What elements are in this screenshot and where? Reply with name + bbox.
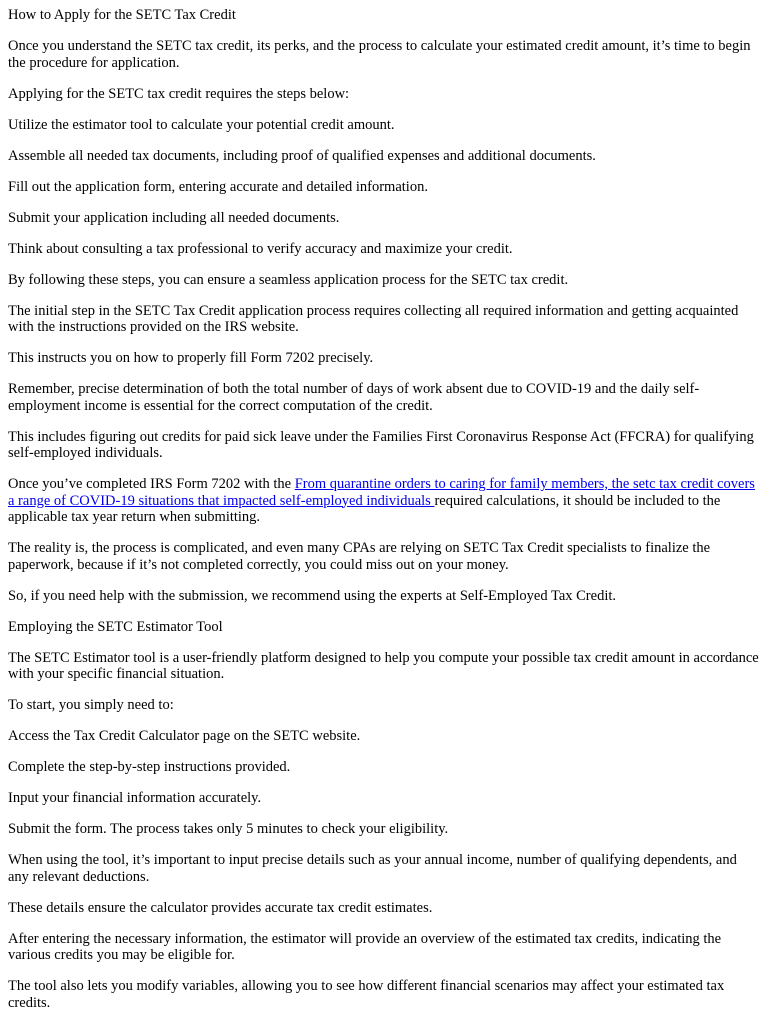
step-fill-form: Fill out the application form, entering accurate and detailed information. [8, 178, 428, 195]
step-input-financial-info: Input your financial information accurately. [8, 790, 262, 806]
step-estimator: Utilize the estimator tool to calculate your potential credit amount. [8, 116, 395, 133]
paragraph-modify-variables: The tool also lets you modify variables, allowing you to see how different financial scenarios may affect your estimated tax credits. [8, 978, 725, 1011]
paragraph-to-start: To start, you simply need to: [8, 697, 174, 713]
covid-situations-link[interactable]: From quarantine orders to caring for family members, the setc tax credit covers a range of COVID-19 situations that impacted self-employed individuals [8, 476, 755, 509]
heading-how-to-apply: How to Apply for the SETC Tax Credit [8, 7, 236, 23]
step-assemble-documents: Assemble all needed tax documents, including proof of qualified expenses and additional documents. [8, 147, 596, 164]
paragraph-precise-details: When using the tool, it’s important to input precise details such as your annual income, number of qualifying dependents, and any relevant deductions. [8, 852, 737, 885]
link-paragraph-after: required calculations, it should be included to the applicable tax year return when submitting. [8, 492, 721, 525]
paragraph-intro: Once you understand the SETC tax credit, its perks, and the process to calculate your estimated credit amount, it’s time to begin the procedure for application. [8, 38, 751, 71]
paragraph-overview: After entering the necessary information, the estimator will provide an overview of the estimated tax credits, indicating the various credits you may be eligible for. [8, 930, 722, 963]
paragraph-accurate-estimates: These details ensure the calculator provides accurate tax credit estimates. [8, 899, 433, 916]
paragraph-form-7202: This instructs you on how to properly fill Form 7202 precisely. [8, 350, 374, 366]
paragraph-initial-step: The initial step in the SETC Tax Credit application process requires collecting all required information and getting acquainted with the instructions provided on the IRS website. [8, 302, 739, 335]
paragraph-steps-lead: Applying for the SETC tax credit requires the steps below: [8, 85, 350, 102]
paragraph-following-steps: By following these steps, you can ensure a seamless application process for the SETC tax credit. [8, 271, 569, 288]
paragraph-need-help: So, if you need help with the submission, we recommend using the experts at Self-Employed Tax Credit. [8, 587, 617, 604]
step-submit: Submit your application including all needed documents. [8, 209, 340, 226]
heading-estimator-tool: Employing the SETC Estimator Tool [8, 618, 223, 635]
paragraph-estimator-description: The SETC Estimator tool is a user-friendly platform designed to help you compute your possible tax credit amount in accordance with your specific financial situation. [8, 649, 759, 682]
paragraph-reality: The reality is, the process is complicated, and even many CPAs are relying on SETC Tax Credit specialists to finalize the paperwork, because if it’s not completed correctly, you could miss out on your money. [8, 540, 711, 573]
paragraph-completed-form [8, 476, 760, 526]
step-complete-instructions: Complete the step-by-step instructions provided. [8, 759, 291, 775]
paragraph-ffcra: This includes figuring out credits for paid sick leave under the Families First Coronavirus Response Act (FFCRA) for qualifying self-employed individuals. [8, 428, 754, 461]
step-submit-form: Submit the form. The process takes only 5 minutes to check your eligibility. [8, 821, 449, 837]
step-access-calculator: Access the Tax Credit Calculator page on the SETC website. [8, 728, 361, 744]
step-consult-professional: Think about consulting a tax professional to verify accuracy and maximize your credit. [8, 240, 513, 257]
link-paragraph-before: Once you’ve completed IRS Form 7202 with the [8, 476, 295, 492]
paragraph-remember: Remember, precise determination of both the total number of days of work absent due to COVID-19 and the daily self-employment income is essential for the correct computation of the credit. [8, 381, 700, 414]
